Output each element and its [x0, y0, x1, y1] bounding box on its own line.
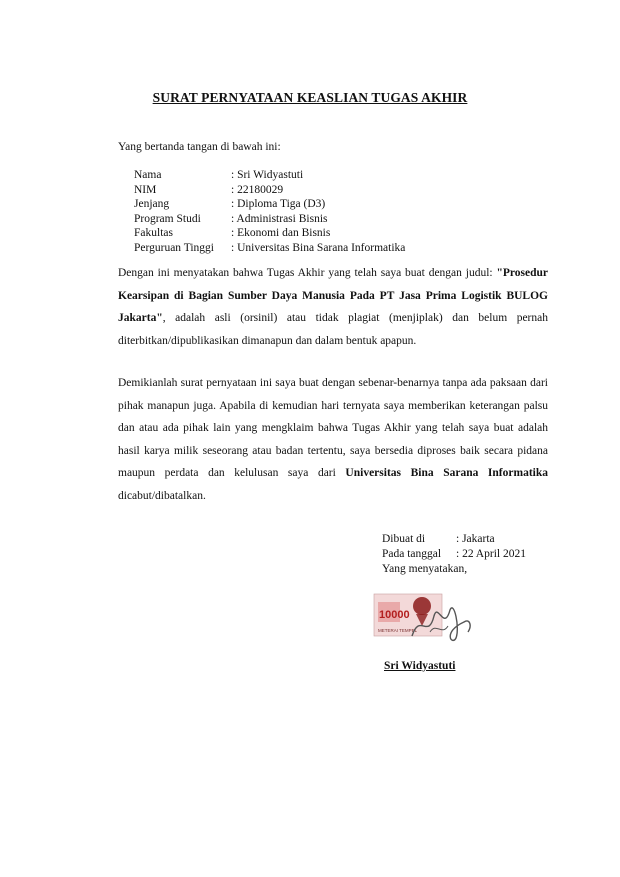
stamp-text: METERAI TEMPEL [378, 628, 418, 633]
place-value: : Jakarta [456, 533, 495, 545]
identity-row [134, 197, 405, 212]
identity-table [134, 168, 405, 255]
identity-value: : 22180029 [231, 183, 284, 196]
date-label: Pada tanggal [382, 548, 442, 560]
declaration-paragraph [118, 372, 548, 508]
identity-value: : Administrasi Bisnis [231, 212, 328, 225]
identity-value: : Ekonomi dan Bisnis [231, 227, 331, 239]
identity-row [134, 241, 405, 256]
identity-label: Perguruan Tinggi [134, 241, 214, 254]
identity-row [134, 226, 405, 241]
identity-label: Program Studi [134, 212, 201, 225]
stamp-value: 10000 [379, 609, 410, 621]
identity-label: Fakultas [134, 227, 173, 239]
closing-text: Yang menyatakan, [382, 563, 468, 575]
identity-value: : Universitas Bina Sarana Informatika [231, 241, 406, 254]
identity-label: NIM [134, 183, 157, 196]
declaration-lead: Demikianlah surat pernyataan ini saya buat dengan sebenar-benarnya tanpa ada paksaan dari pihak manapun juga. Apabila di kemudian hari ternyata saya memberikan keterangan palsu dan atau ada pihak lain yang mengklaim bahwa Tugas Akhir yang telah saya buat adalah hasil karya milik seseorang atau badan tertentu, saya bersedia diproses baik secara pidana maupun perdata dan kelulusan saya dari [118, 377, 548, 480]
identity-label: Nama [134, 169, 162, 181]
place-label: Dibuat di [382, 533, 426, 545]
identity-value: : Sri Widyastuti [231, 169, 304, 181]
signer-name: Sri Widyastuti [384, 660, 456, 672]
statement-lead: Dengan ini menyatakan bahwa Tugas Akhir yang telah saya buat dengan judul: [118, 267, 493, 279]
institution-name: Universitas Bina Sarana Informatika [345, 467, 548, 480]
document-title: SURAT PERNYATAAN KEASLIAN TUGAS AKHIR [152, 90, 468, 105]
identity-row [134, 168, 405, 183]
intro-text: Yang bertanda tangan di bawah ini: [118, 141, 281, 153]
meterai-stamp-icon [372, 592, 478, 650]
identity-row [134, 212, 405, 227]
declaration-tail: dicabut/dibatalkan. [118, 489, 206, 502]
thesis-title: "Prosedur Kearsipan di Bagian Sumber Daya Manusia Pada PT Jasa Prima Logistik BULOG Jakarta" [118, 267, 548, 325]
identity-value: : Diploma Tiga (D3) [231, 198, 326, 210]
date-value: : 22 April 2021 [456, 548, 526, 560]
signature-block [382, 532, 526, 577]
statement-tail: , adalah asli (orsinil) atau tidak plagiat (menjiplak) dan belum pernah diterbitkan/dipublikasikan dimanapun dan dalam bentuk apapun. [118, 312, 548, 347]
statement-paragraph [118, 262, 548, 352]
identity-row [134, 183, 405, 198]
identity-label: Jenjang [134, 198, 170, 210]
